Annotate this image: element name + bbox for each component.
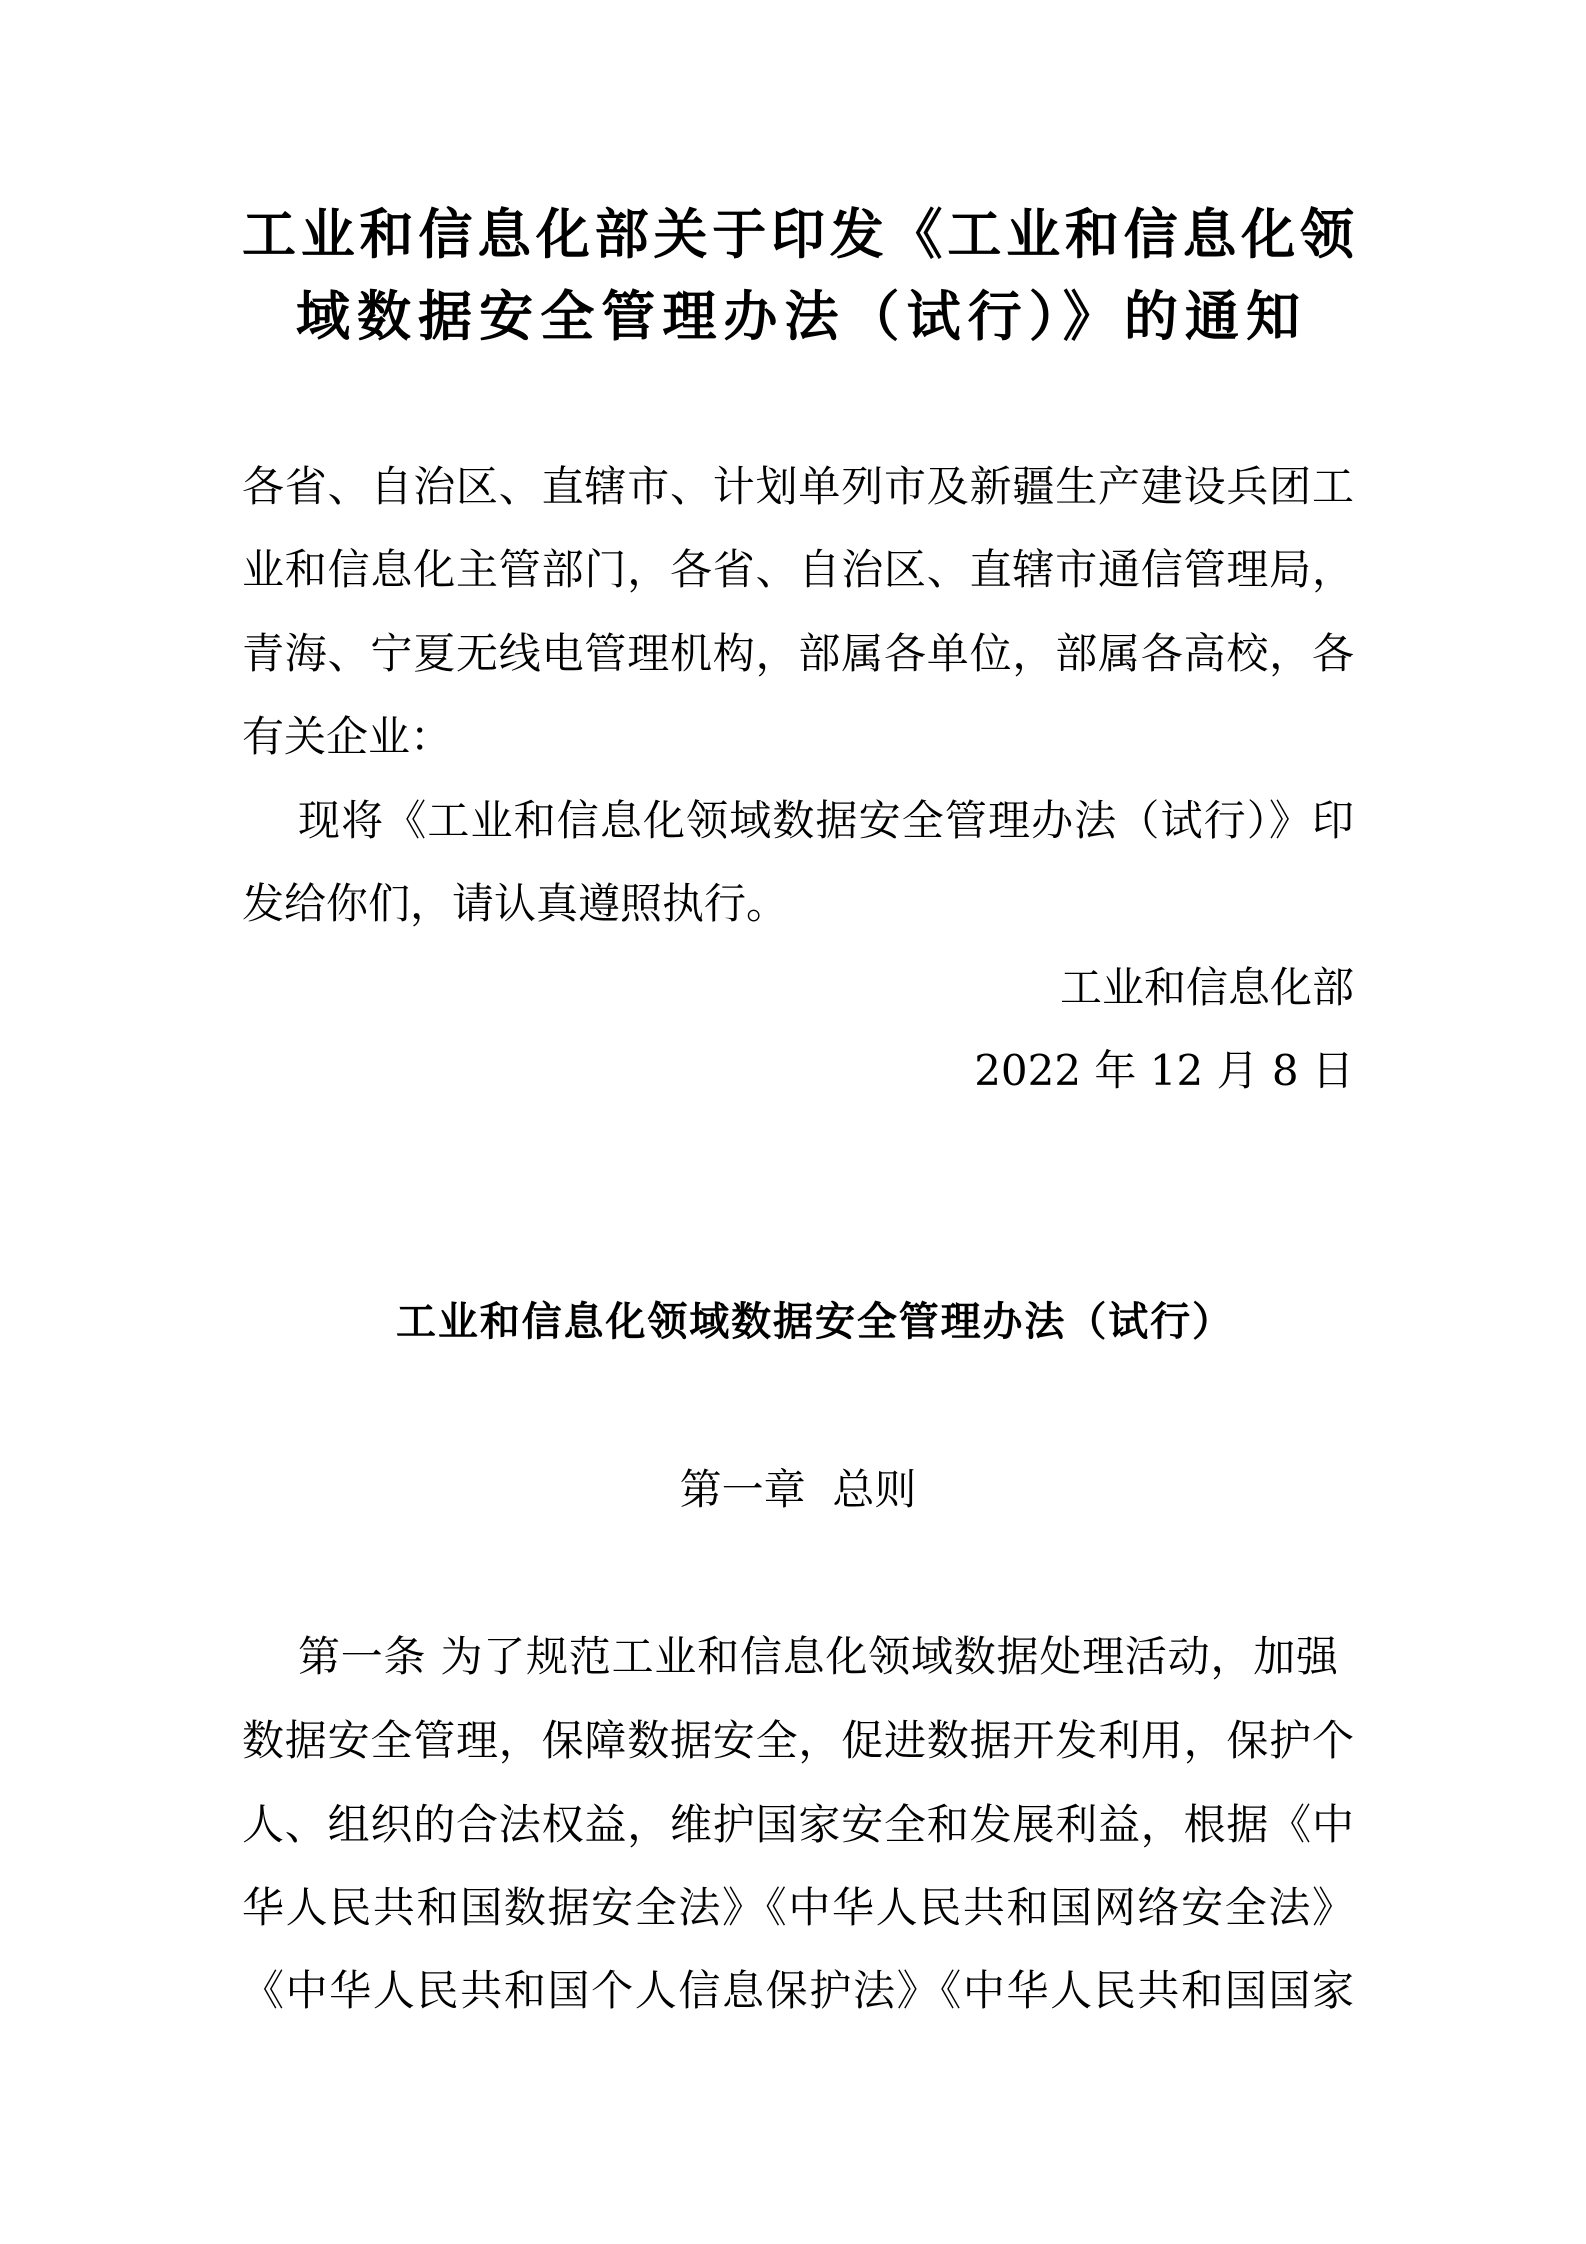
body-line-1: 现将《工业和信息化领域数据安全管理办法（试行）》印 <box>298 796 1354 845</box>
salutation-line-1: 各省、自治区、直辖市、计划单列市及新疆生产建设兵团工 <box>242 462 1354 511</box>
salutation-line-3: 青海、宁夏无线电管理机构，部属各单位，部属各高校，各 <box>242 629 1354 678</box>
article-1-line-3: 人、组织的合法权益，维护国家安全和发展利益，根据《中 <box>242 1800 1354 1849</box>
article-1-line-1: 第一条 为了规范工业和信息化领域数据处理活动，加强 <box>298 1632 1338 1681</box>
issue-date: 2022 年 12 月 8 日 <box>974 1046 1354 1095</box>
article-1-line-5: 《中华人民共和国个人信息保护法》《中华人民共和国国家 <box>242 1966 1354 2015</box>
article-1-line-2: 数据安全管理，保障数据安全，促进数据开发利用，保护个 <box>242 1716 1354 1765</box>
notice-title-line-2: 域数据安全管理办法（试行）》的通知 <box>296 285 1300 348</box>
salutation-line-2: 业和信息化主管部门，各省、自治区、直辖市通信管理局， <box>242 545 1354 594</box>
measures-title: 工业和信息化领域数据安全管理办法（试行） <box>396 1299 1232 1345</box>
salutation-line-4: 有关企业： <box>242 712 453 761</box>
body-line-2: 发给你们，请认真遵照执行。 <box>242 879 789 928</box>
notice-title-line-1: 工业和信息化部关于印发《工业和信息化领 <box>242 203 1354 266</box>
article-1-line-4: 华人民共和国数据安全法》《中华人民共和国网络安全法》 <box>242 1883 1354 1932</box>
chapter-heading: 第一章 总则 <box>679 1465 917 1514</box>
issuer: 工业和信息化部 <box>1059 963 1354 1012</box>
